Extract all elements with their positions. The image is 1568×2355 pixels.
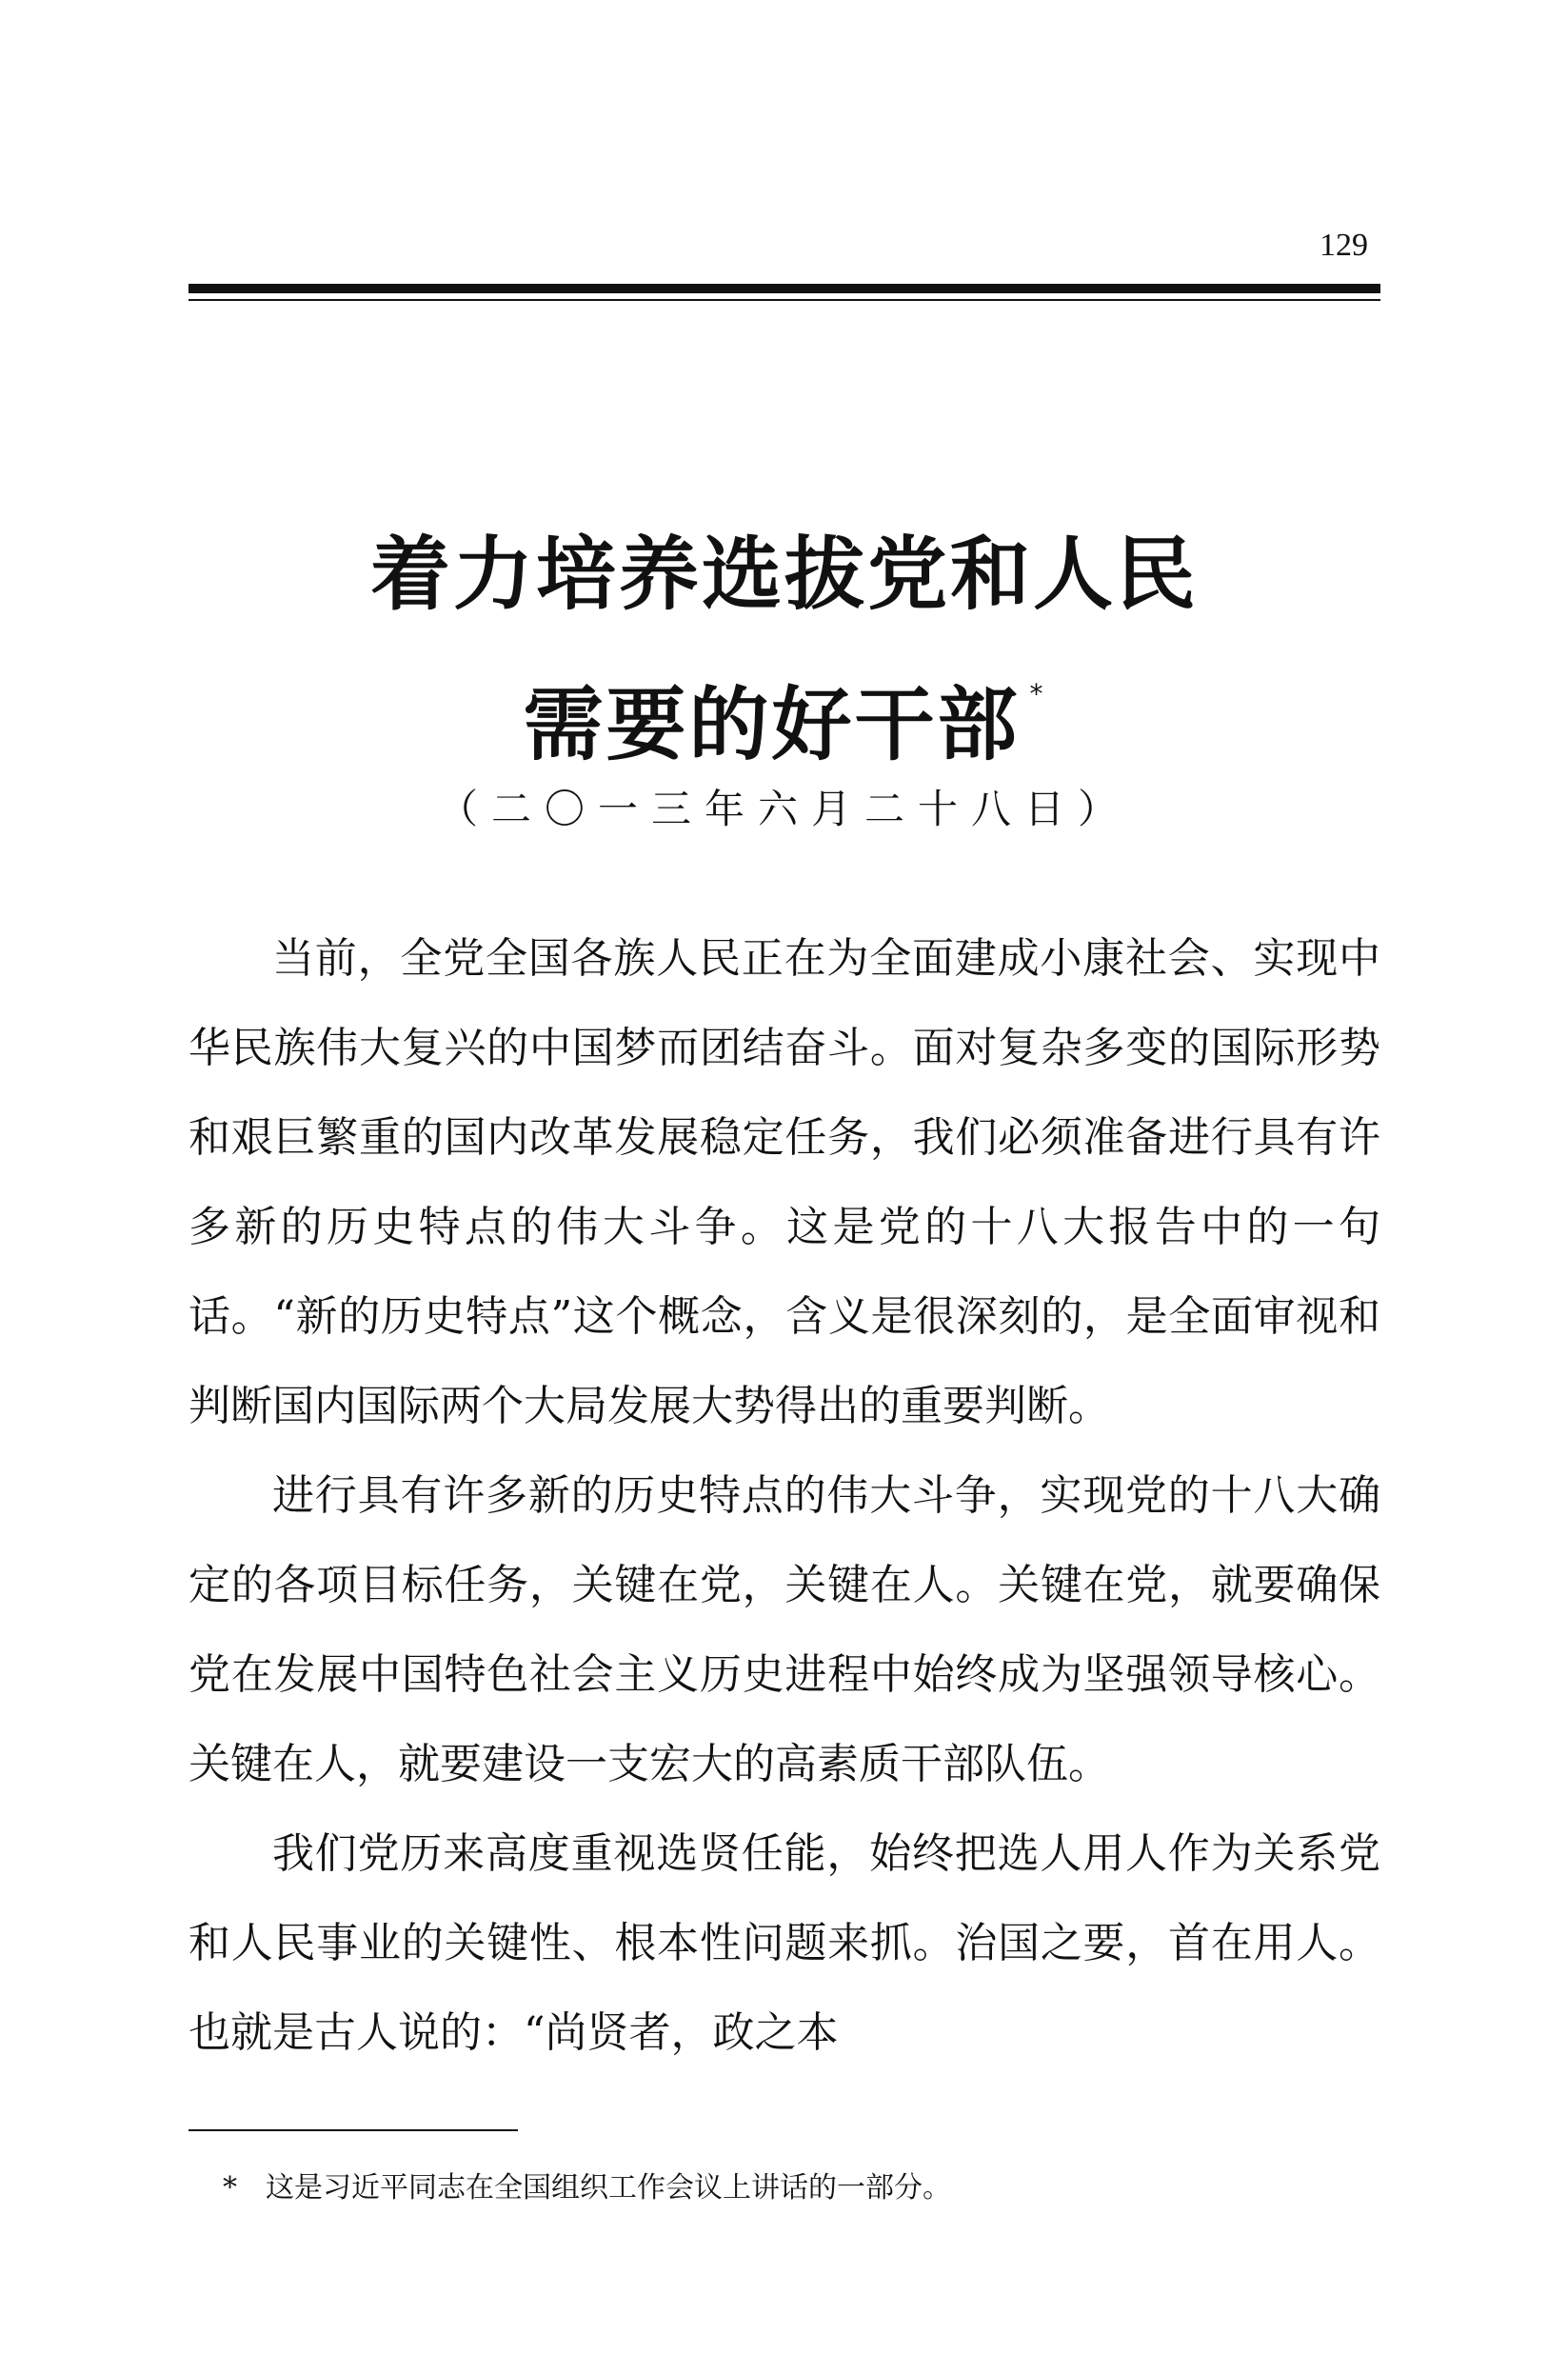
footnote: [223, 2169, 951, 2207]
paragraph-1: 当前，全党全国各族人民正在为全面建成小康社会、实现中华民族伟大复兴的中国梦而团结奋斗。面对复杂多变的国际形势和艰巨繁重的国内改革发展稳定任务，我们必须准备进行具有许多新的历史特点的伟大斗争。这是党的十八大报告中的一句话。“新的历史特点”这个概念，含义是很深刻的，是全面审视和判断国内国际两个大局发展大势得出的重要判断。: [189, 934, 1380, 1430]
title-line-2-text: 需要的好干部: [523, 678, 1021, 771]
title-line-1: 着力培养选拔党和人民: [369, 528, 1199, 621]
footnote-text: 这是习近平同志在全国组织工作会议上讲话的一部分。: [266, 2171, 951, 2205]
header-rule-thin: [189, 299, 1380, 301]
footnote-mark: *: [223, 2171, 237, 2205]
paragraph-3: 我们党历来高度重视选贤任能，始终把选人用人作为关系党和人民事业的关键性、根本性问题来抓。治国之要，首在用人。也就是古人说的：“尚贤者，政之本: [189, 1829, 1380, 2057]
footnote-reference-mark: *: [1029, 678, 1046, 709]
speech-date: （二〇一三年六月二十八日）: [437, 786, 1131, 832]
article-title: [189, 514, 1380, 785]
header-rule-thick: [189, 284, 1380, 293]
footnote-divider: [189, 2129, 518, 2131]
title-line-2: [189, 634, 1380, 785]
page-number: 129: [1320, 228, 1368, 263]
paragraph-2: 进行具有许多新的历史特点的伟大斗争，实现党的十八大确定的各项目标任务，关键在党，关键在人。关键在党，就要确保党在发展中国特色社会主义历史进程中始终成为坚强领导核心。关键在人，就要建设一支宏大的高素质干部队伍。: [189, 1471, 1380, 1788]
article-body: [189, 914, 1380, 2078]
